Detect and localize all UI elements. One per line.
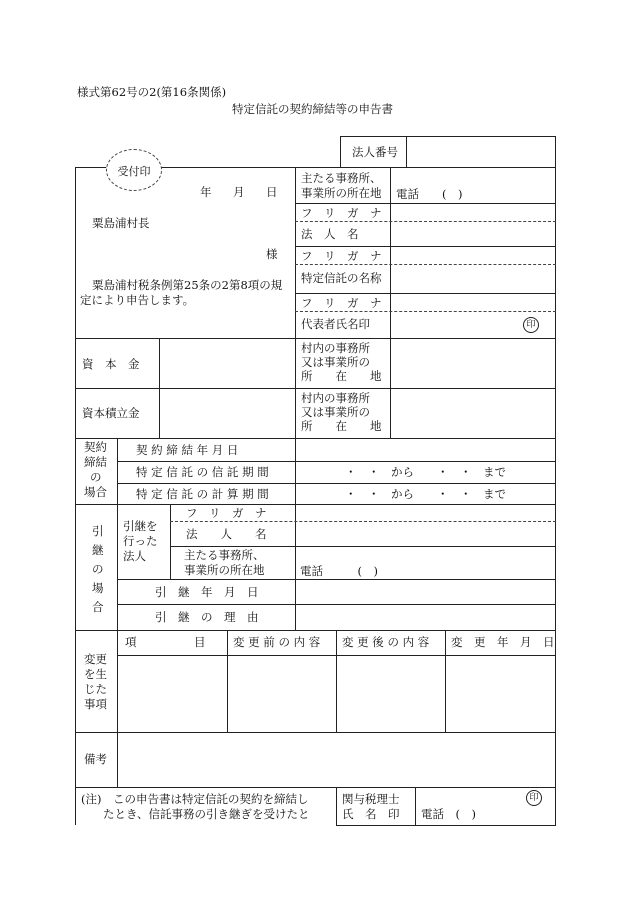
village-office-label-5: 又は事業所の bbox=[301, 405, 370, 419]
succession-corp-name-label: 法 人 名 bbox=[186, 527, 267, 541]
furigana-label-2: フ リ ガ ナ bbox=[301, 249, 382, 263]
corp-name-label: 法 人 名 bbox=[301, 227, 359, 241]
declaration-text-1: 粟島浦村税条例第25条の2第8項の規 bbox=[92, 278, 283, 292]
trust-period-label: 特 定 信 託 の 信 託 期 間 bbox=[136, 465, 269, 479]
date-month: 月 bbox=[233, 185, 245, 199]
trust-period-value[interactable]: ・ ・ から ・ ・ まで bbox=[345, 465, 506, 479]
contract-group-label-2: 締結 bbox=[84, 455, 107, 469]
changes-col-before: 変 更 前 の 内 容 bbox=[233, 635, 321, 649]
accounting-period-label: 特 定 信 託 の 計 算 期 間 bbox=[136, 487, 269, 501]
village-office-label-2: 又は事業所の bbox=[301, 355, 370, 369]
changes-group-label-3: じた bbox=[84, 682, 107, 696]
village-office-label-4: 村内の事務所 bbox=[301, 391, 370, 405]
changes-group-label-4: 事項 bbox=[84, 697, 107, 711]
succession-office-label-1: 主たる事務所、 bbox=[184, 548, 265, 562]
village-office-label-6: 所 在 地 bbox=[301, 419, 382, 433]
reception-stamp: 受付印 bbox=[106, 149, 162, 191]
corporate-number-field[interactable] bbox=[412, 146, 550, 160]
tax-accountant-label-1: 関与税理士 bbox=[342, 792, 400, 806]
main-office-label-1: 主たる事務所、 bbox=[301, 171, 382, 185]
succession-sub-label-2: 行った bbox=[123, 534, 158, 548]
date-year: 年 bbox=[200, 185, 212, 199]
form-number: 様式第62号の2(第16条関係) bbox=[77, 85, 227, 99]
corporate-number-label: 法人番号 bbox=[352, 145, 398, 159]
village-office-label-1: 村内の事務所 bbox=[301, 341, 370, 355]
changes-col-after: 変 更 後 の 内 容 bbox=[342, 635, 430, 649]
contract-group-label-3: の bbox=[90, 470, 102, 484]
furigana-label: フ リ ガ ナ bbox=[301, 206, 382, 220]
succession-group-label-1: 引 bbox=[92, 524, 104, 538]
succession-group-label-3: の bbox=[92, 562, 104, 576]
succession-reason-label: 引 継 の 理 由 bbox=[155, 610, 259, 624]
changes-group-label-2: を生 bbox=[84, 667, 107, 681]
contract-group-label-4: 場合 bbox=[84, 485, 107, 499]
contract-group-label-1: 契約 bbox=[84, 440, 107, 454]
tax-accountant-seal-icon: 印 bbox=[526, 790, 542, 806]
succession-group-label-5: 合 bbox=[92, 600, 104, 614]
succession-sub-label-1: 引継を bbox=[123, 519, 158, 533]
tax-accountant-phone[interactable]: 電話 ( ) bbox=[421, 807, 476, 821]
capital-reserve-label: 資本積立金 bbox=[82, 406, 140, 420]
accounting-period-value[interactable]: ・ ・ から ・ ・ まで bbox=[345, 487, 506, 501]
footer-note-1: (注) この申告書は特定信託の契約を締結し bbox=[81, 792, 309, 806]
seal-icon: 印 bbox=[523, 317, 539, 333]
capital-label: 資 本 金 bbox=[82, 357, 140, 371]
tax-accountant-label-2: 氏 名 印 bbox=[342, 807, 400, 821]
changes-col-date: 変 更 年 月 日 bbox=[451, 635, 555, 649]
footer-note-2: たとき、信託事務の引き継ぎを受けたと bbox=[103, 807, 310, 821]
document-title: 特定信託の契約締結等の申告書 bbox=[232, 102, 393, 116]
succession-furigana-label: フ リ ガ ナ bbox=[186, 506, 267, 520]
main-office-phone[interactable]: 電話 ( ) bbox=[396, 187, 463, 201]
village-office-label-3: 所 在 地 bbox=[301, 369, 382, 383]
succession-group-label-2: 継 bbox=[92, 543, 104, 557]
succession-sub-label-3: 法人 bbox=[123, 549, 146, 563]
trust-name-label: 特定信託の名称 bbox=[301, 271, 382, 285]
main-office-label-2: 事業所の所在地 bbox=[301, 186, 382, 200]
declaration-text-2: 定により申告します。 bbox=[80, 293, 195, 307]
addressee-honorific: 様 bbox=[266, 247, 278, 261]
addressee: 粟島浦村長 bbox=[92, 216, 150, 230]
representative-label: 代表者氏名印 bbox=[301, 317, 370, 331]
changes-col-item: 項 目 bbox=[125, 635, 206, 649]
contract-date-label: 契 約 締 結 年 月 日 bbox=[136, 443, 239, 457]
furigana-label-3: フ リ ガ ナ bbox=[301, 296, 382, 310]
date-day: 日 bbox=[266, 185, 278, 199]
succession-office-label-2: 事業所の所在地 bbox=[184, 563, 265, 577]
succession-date-label: 引 継 年 月 日 bbox=[155, 585, 259, 599]
remarks-label: 備考 bbox=[84, 752, 107, 766]
succession-phone[interactable]: 電話 ( ) bbox=[300, 564, 378, 578]
changes-group-label-1: 変更 bbox=[84, 652, 107, 666]
succession-group-label-4: 場 bbox=[92, 581, 104, 595]
